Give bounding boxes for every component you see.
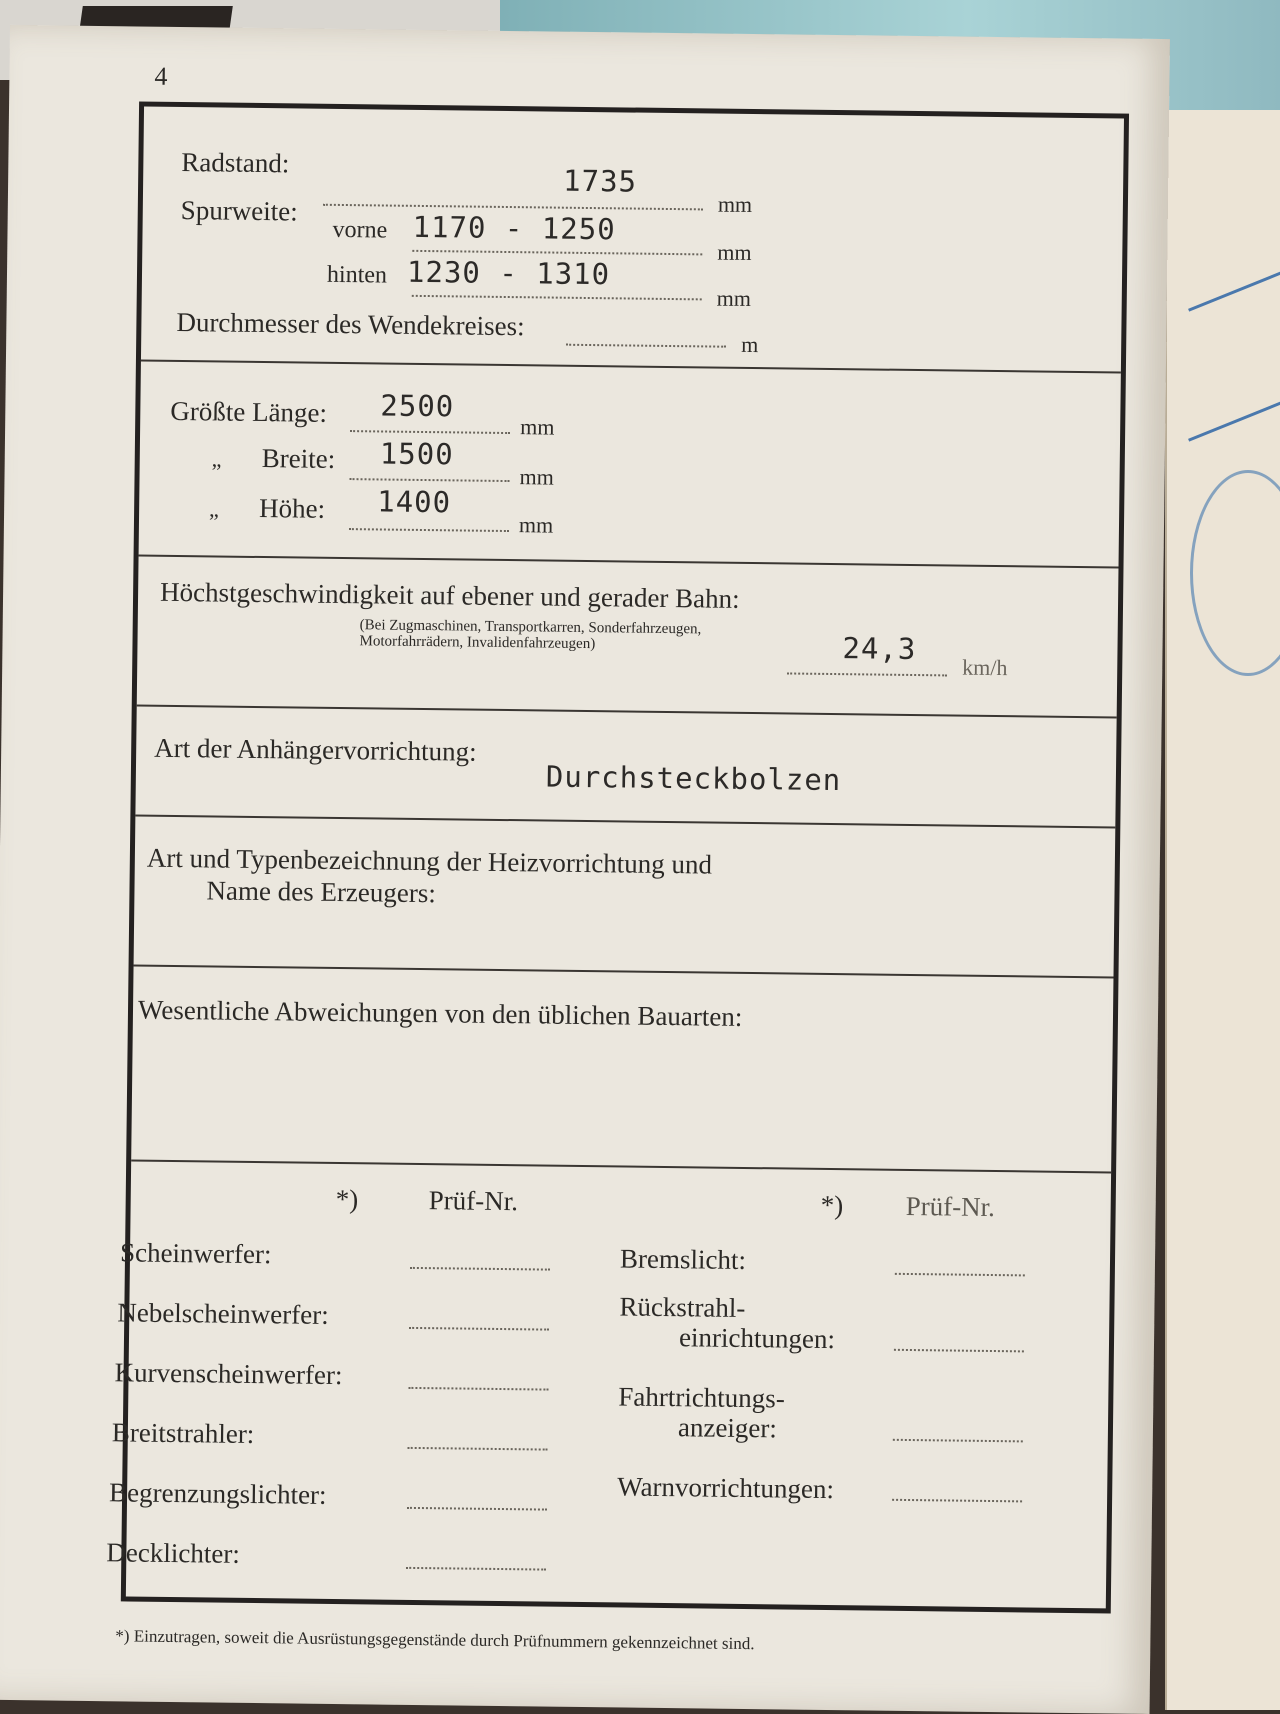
spurweite-label: Spurweite: [180, 195, 298, 227]
hoehe-label: Höhe: [258, 492, 326, 524]
hinten-line [412, 295, 702, 301]
speed-unit: km/h [962, 654, 1008, 681]
lighting-line [407, 1507, 547, 1511]
laenge-unit: mm [520, 414, 555, 440]
speed-note-1: (Bei Zugmaschinen, Transportkarren, Sonderfahrzeugen, [359, 617, 702, 638]
lighting-item: Breitstrahler: [111, 1417, 255, 1450]
breite-value: 1500 [379, 436, 454, 472]
rueckstrahl-label-2: einrichtungen: [678, 1322, 836, 1355]
asterisk-right: *) [820, 1189, 844, 1221]
speed-label: Höchstgeschwindigkeit auf ebener und gerader Bahn: [159, 576, 740, 614]
laenge-value: 2500 [380, 388, 455, 424]
lighting-item: Nebelscheinwerfer: [117, 1297, 329, 1330]
section-deviations [131, 964, 1113, 1173]
section-lighting [106, 1159, 1111, 1608]
section-speed [137, 555, 1119, 719]
wendekreis-unit: m [741, 331, 759, 358]
hoehe-ditto: „ [208, 496, 220, 522]
breite-ditto: „ [211, 446, 222, 472]
lighting-line [406, 1567, 546, 1571]
speed-value: 24,3 [842, 631, 917, 667]
lighting-line [409, 1327, 549, 1331]
hoehe-line [349, 528, 509, 532]
lighting-item: Decklichter: [106, 1537, 241, 1569]
laenge-label: Größte Länge: [170, 395, 328, 428]
adjacent-page [1165, 110, 1280, 1710]
hinten-unit: mm [716, 285, 752, 311]
fahrtrichtung-label-2: anzeiger: [677, 1412, 778, 1444]
section-chassis [141, 107, 1124, 374]
warnvorrichtungen-label: Warnvorrichtungen: [617, 1471, 835, 1505]
section-dimensions [139, 360, 1121, 569]
page-number: 4 [154, 61, 168, 91]
radstand-label: Radstand: [181, 147, 290, 179]
document-page [0, 25, 1170, 1714]
rueckstrahl-label-1: Rückstrahl- [619, 1291, 746, 1323]
bremslicht-label: Bremslicht: [619, 1243, 747, 1275]
pruef-nr-right: Prüf-Nr. [905, 1190, 996, 1223]
lighting-line [894, 1349, 1024, 1353]
radstand-line [323, 204, 703, 211]
footnote: *) Einzutragen, soweit die Ausrüstungsgegenstände durch Prüfnummern gekennzeichnet sind. [115, 1626, 755, 1654]
lighting-line [408, 1387, 548, 1391]
lighting-line [893, 1439, 1023, 1443]
heating-label-1: Art und Typenbezeichnung der Heizvorrichtung und [146, 842, 713, 880]
hinten-value: 1230 - 1310 [406, 254, 611, 292]
section-heating [134, 815, 1116, 979]
hoehe-unit: mm [518, 512, 554, 538]
lighting-item: Scheinwerfer: [119, 1237, 272, 1270]
hinten-label: hinten [326, 261, 388, 289]
vorne-label: vorne [332, 216, 388, 244]
breite-unit: mm [519, 464, 554, 490]
lighting-line [408, 1447, 548, 1451]
heating-label-2: Name des Erzeugers: [206, 875, 437, 909]
form-frame [106, 101, 1129, 1613]
lighting-line [895, 1273, 1025, 1277]
fahrtrichtung-label-1: Fahrtrichtungs- [618, 1381, 785, 1414]
wendekreis-line [566, 344, 726, 348]
wendekreis-label: Durchmesser des Wendekreises: [176, 306, 525, 342]
laenge-line [350, 430, 510, 434]
section-hitch [135, 705, 1116, 829]
lighting-item: Kurvenscheinwerfer: [114, 1357, 343, 1391]
lighting-line [410, 1267, 550, 1271]
hoehe-value: 1400 [377, 484, 452, 520]
radstand-value: 1735 [562, 163, 638, 199]
breite-label: Breite: [261, 443, 336, 474]
vorne-unit: mm [717, 239, 752, 265]
asterisk-left: *) [335, 1183, 359, 1215]
speed-note-2: Motorfahrrädern, Invalidenfahrzeugen) [359, 633, 596, 653]
lighting-item: Begrenzungslichter: [108, 1477, 327, 1510]
vorne-value: 1170 - 1250 [412, 209, 616, 247]
hitch-value: Durchsteckbolzen [545, 759, 842, 798]
pruef-nr-left: Prüf-Nr. [428, 1185, 519, 1217]
deviations-label: Wesentliche Abweichungen von den üblichen Bauarten: [137, 994, 743, 1032]
breite-line [350, 478, 510, 482]
radstand-unit: mm [717, 191, 753, 217]
lighting-line [892, 1499, 1022, 1503]
hitch-label: Art der Anhängervorrichtung: [154, 732, 477, 767]
speed-line [787, 672, 947, 676]
